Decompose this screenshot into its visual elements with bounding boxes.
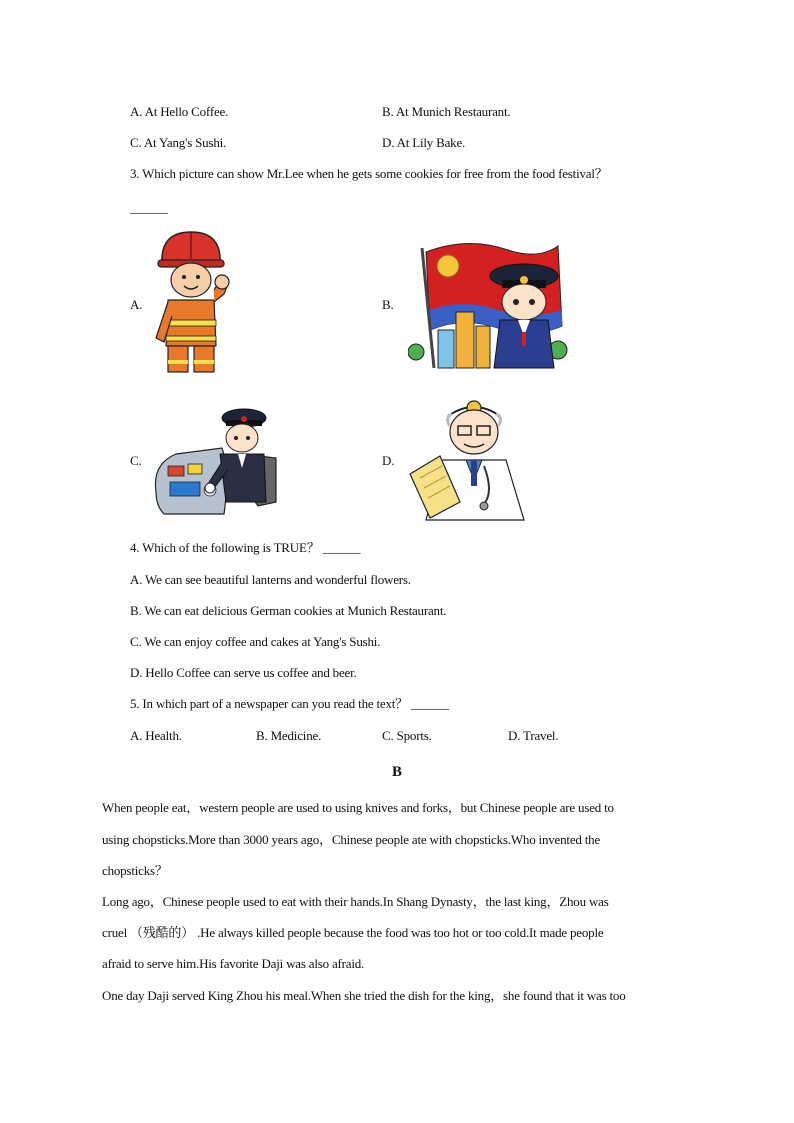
- passage-line: afraid to serve him.His favorite Daji was also afraid.: [102, 956, 365, 971]
- q2-option-d: D. At Lily Bake.: [382, 135, 466, 150]
- q3-label-b: B.: [382, 297, 394, 312]
- q3-label-d: D.: [382, 453, 395, 468]
- q5-option-c: C. Sports.: [382, 728, 432, 743]
- q5-option-b: B. Medicine.: [256, 728, 322, 743]
- q4-option-a: A. We can see beautiful lanterns and wonderful flowers.: [130, 572, 411, 587]
- q4-option-d: D. Hello Coffee can serve us coffee and beer.: [130, 665, 357, 680]
- q5-option-a: A. Health.: [130, 728, 182, 743]
- police-officer-picture: [408, 240, 574, 370]
- passage-line: cruel （残酷的） .He always killed people because the food was too hot or too cold.It made people: [102, 925, 604, 940]
- passage-line: Long ago，Chinese people used to eat with their hands.In Shang Dynasty，the last king，Zhou was: [102, 894, 609, 909]
- q3-label-a: A.: [130, 297, 143, 312]
- q2-option-a: A. At Hello Coffee.: [130, 104, 229, 119]
- doctor-picture: [408, 396, 542, 522]
- q3-label-c: C.: [130, 453, 142, 468]
- q5-option-d: D. Travel.: [508, 728, 559, 743]
- q3-answer-blank: ______: [130, 200, 168, 215]
- q4-question: 4. Which of the following is TRUE？ ______: [130, 540, 361, 555]
- passage-line: One day Daji served King Zhou his meal.When she tried the dish for the king，she found that it was too: [102, 988, 626, 1003]
- passage-line: chopsticks？: [102, 863, 168, 878]
- q5-question: 5. In which part of a newspaper can you read the text？ ______: [130, 696, 449, 711]
- q4-option-b: B. We can eat delicious German cookies at Munich Restaurant.: [130, 603, 447, 618]
- train-driver-picture: [152, 402, 278, 518]
- q3-question: 3. Which picture can show Mr.Lee when he gets some cookies for free from the food festival？: [130, 166, 608, 181]
- q4-option-c: C. We can enjoy coffee and cakes at Yang's Sushi.: [130, 634, 381, 649]
- passage-line: using chopsticks.More than 3000 years ago，Chinese people ate with chopsticks.Who invented the: [102, 832, 601, 847]
- section-b-heading: B: [391, 764, 402, 780]
- q2-option-b: B. At Munich Restaurant.: [382, 104, 511, 119]
- passage-line: When people eat，western people are used to using knives and forks，but Chinese people are used to: [102, 800, 614, 815]
- q2-option-c: C. At Yang's Sushi.: [130, 135, 227, 150]
- firefighter-picture: [150, 228, 232, 376]
